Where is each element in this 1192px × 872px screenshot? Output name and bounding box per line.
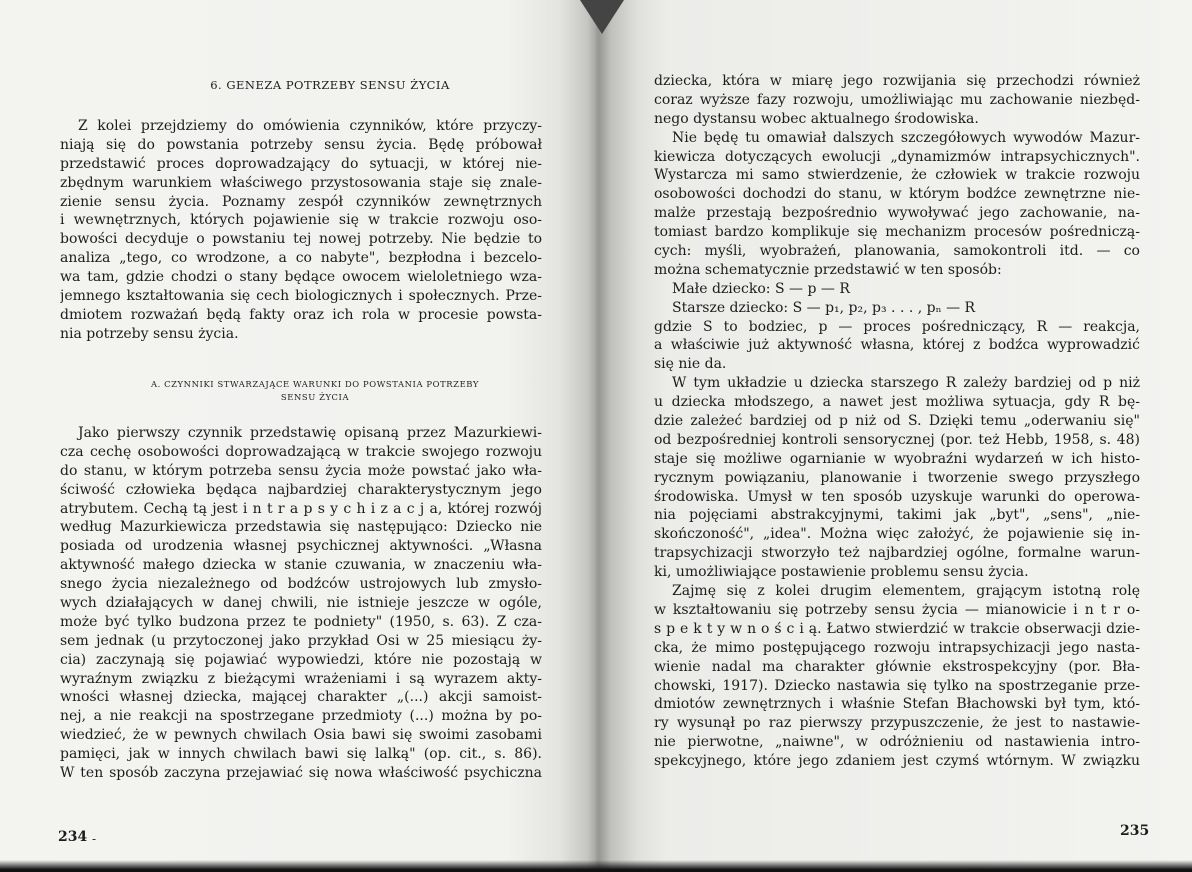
text-line: kiewicza dotyczących ewolucji „dynamizmów intrapsychicznych".: [654, 148, 1140, 165]
left-paragraph-1: [60, 117, 542, 344]
text-line: nej, a nie reakcji na spostrzegane przedmioty (...) można by po-: [60, 708, 542, 725]
text-line: Zajmę się z kolei drugim elementem, grającym istotną rolę: [672, 583, 1140, 600]
text-line: staje się możliwe ogarnianie w wyobraźni wydarzeń w ich histo-: [654, 450, 1140, 467]
text-line: cza cechę osobowości doprowadzającą w trakcie swojego rozwoju: [60, 443, 542, 460]
text-line: wych działających w danej chwili, nie istnieje jeszcze w ogóle,: [60, 595, 542, 612]
text-line: wności własnej dziecka, mającej charakter „(...) akcji samoist-: [60, 689, 542, 706]
book-gutter-shadow: [560, 0, 638, 872]
text-line: analiza „tego, co wrodzone, a co nabyte", bezpłodna i bezcelo-: [60, 250, 542, 267]
text-line: coraz wyższe fazy rozwoju, umożliwiając mu zachowanie niezbęd-: [654, 91, 1140, 108]
text-line: niają się do powstania potrzeby sensu życia. Będę próbował: [60, 136, 542, 153]
text-line: bowości decyduje o powstaniu tej nowej potrzeby. Nie będzie to: [60, 231, 542, 248]
text-line: s p e k t y w n o ś c i ą. Łatwo stwierdzić w trakcie obserwacji dzie-: [654, 620, 1140, 637]
text-line: przedstawić proces doprowadzający do sytuacji, w której nie-: [60, 155, 542, 172]
section-heading: 6. GENEZA POTRZEBY SENSU ŻYCIA: [210, 78, 450, 92]
text-line: wyraźnym związku z bieżącymi wrażeniami i są wyrazem akty-: [60, 670, 542, 687]
text-line: Nie będę tu omawiał dalszych szczegółowych wywodów Mazur-: [672, 129, 1140, 146]
text-line: Jako pierwszy czynnik przedstawię opisaną przez Mazurkiewi-: [78, 425, 542, 441]
text-line: tomiast bardzo komplikuje się mechanizm procesów pośredniczą-: [654, 224, 1140, 241]
text-line: wienie nadal ma charakter głównie ekstrospekcyjny (por. Bła-: [654, 658, 1140, 675]
text-line: wa tam, gdzie chodzi o stany będące owocem wieloletniego wza-: [60, 269, 542, 286]
text-line: W ten sposób zaczyna przejawiać się nowa właściwość psychiczna: [60, 765, 542, 782]
text-line: skończoność", „idea". Można więc założyć, że pojawienie się in-: [654, 526, 1140, 543]
subsection-heading: [80, 378, 550, 404]
text-line: aktywność małego dziecka w stanie czuwania, w znaczeniu wła-: [60, 557, 542, 574]
text-line: nia potrzeby sensu życia.: [60, 325, 239, 342]
text-line: wiedzieć, że w pewnych chwilach Osia bawi się swoimi zasobami: [60, 727, 542, 744]
text-line: malże przestają bezpośrednio wywoływać jego zachowanie, na-: [654, 205, 1140, 222]
text-line: środowiska. Umysł w ten sposób uzyskuje warunki do operowa-: [654, 488, 1140, 505]
left-paragraph-2: [60, 424, 542, 783]
text-line: Wystarcza mi samo stwierdzenie, że człowiek w trakcie rozwoju: [654, 167, 1140, 184]
text-line: w kształtowaniu się potrzeby sensu życia — mianowicie i n t r o-: [654, 601, 1140, 618]
text-line: ki, umożliwiające postawienie problemu sensu życia.: [654, 564, 1029, 581]
text-line: cych: myśli, wyobrażeń, planowania, samokontroli itd. — co: [654, 243, 1140, 260]
text-line: u dziecka młodszego, a nawet jest możliwa sytuacja, gdy R bę-: [654, 394, 1140, 411]
text-line: według Mazurkiewicza przedstawia się następująco: Dziecko nie: [60, 519, 542, 536]
text-line: ściwość człowieka będąca najbardziej charakterystycznym jego: [60, 481, 542, 498]
text-line: do stanu, w którym potrzeba sensu życia może powstać jako wła-: [60, 462, 542, 479]
text-line: od bezpośredniej kontroli sensorycznej (por. też Hebb, 1958, s. 48): [654, 431, 1140, 448]
text-line: gdzie S to bodziec, p — proces pośredniczący, R — reakcja,: [654, 318, 1140, 335]
text-line: nia pojęciami abstrakcyjnymi, takimi jak „byt", „sens", „nie-: [654, 507, 1140, 524]
page-number-left: 234: [58, 829, 88, 845]
text-line: atrybutem. Cechą tą jest i n t r a p s y c h i z a c j a, której rozwój: [60, 500, 542, 517]
text-line: się nie da.: [654, 356, 727, 373]
text-line: cia) zaczynają się pojawiać wypowiedzi, które nie pozostają w: [60, 651, 542, 668]
subsection-heading-line: A. CZYNNIKI STWARZAJĄCE WARUNKI DO POWSTANIA POTRZEBY: [150, 379, 480, 389]
formula-older-child: Starsze dziecko: S — p₁, p₂, p₃ . . . , pₙ — R: [672, 299, 976, 316]
text-line: chowski, 1917). Dziecko nastawia się tylko na spostrzeganie prze-: [654, 677, 1140, 694]
text-line: W tym układzie u dziecka starszego R zależy bardziej od p niż: [672, 375, 1140, 392]
text-line: może być tylko budzona przez te podniety" (1950, s. 63). Z cza-: [60, 613, 542, 630]
text-line: a właściwie już aktywność własna, której z bodźca wyprowadzić: [654, 337, 1140, 354]
right-page: [596, 0, 1192, 872]
text-line: nego dystansu wobec aktualnego środowiska.: [654, 110, 979, 127]
text-line: sem jednak (u przytoczonej jako przykład Osi w 25 miesiącu ży-: [60, 632, 542, 649]
text-line: pamięci, jak w innych chwilach bawi się lalką" (op. cit., s. 86).: [60, 746, 542, 763]
text-line: dmiotem rozważań będą fakty oraz ich rola w procesie powsta-: [60, 306, 542, 323]
text-line: spekcyjnego, które jego zdaniem jest czymś wtórnym. W związku: [654, 753, 1140, 770]
text-line: można schematycznie przedstawić w ten sposób:: [654, 261, 1002, 278]
text-line: dziecka, która w miarę jego rozwijania się przechodzi również: [654, 73, 1140, 89]
gutter-notch: [580, 0, 624, 34]
text-line: rycznym powiązaniu, planowanie i tworzenie swego przyszłego: [654, 469, 1140, 486]
text-line: dmiotów zewnętrznych i właśnie Stefan Błachowski był tym, któ-: [654, 696, 1140, 713]
text-line: posiada od urodzenia własnej psychicznej aktywności. „Własna: [60, 538, 542, 555]
text-line: trapsychizacji stworzyło też najbardziej ogólne, formalne warun-: [654, 545, 1140, 562]
footer-dash: -: [92, 832, 97, 846]
text-line: i wewnętrznych, których pojawienie się w trakcie rozwoju oso-: [60, 212, 542, 229]
text-line: cka, że mimo postępującego rozwoju intrapsychizacji jego nasta-: [654, 639, 1140, 656]
text-line: zbędnym warunkiem właściwego przystosowania staje się znale-: [60, 174, 542, 191]
text-line: nie pierwotne, „naiwne", w odróżnieniu od nastawienia intro-: [654, 734, 1140, 751]
text-line: zienie sensu życia. Poznamy zespół czynników zewnętrznych: [60, 193, 542, 210]
text-line: dzie zależeć bardziej od p niż od S. Dzięki temu „oderwaniu się": [654, 413, 1140, 430]
text-line: osobowości dochodzi do stanu, w którym bodźce zewnętrzne nie-: [654, 186, 1140, 203]
page-number-right: 235: [1120, 823, 1150, 839]
text-line: jemnego kształtowania się cech biologicznych i społecznych. Prze-: [60, 288, 542, 305]
scan-bottom-edge: [0, 860, 1192, 872]
right-paragraph-1: [654, 72, 1140, 771]
subsection-heading-line: SENSU ŻYCIA: [280, 392, 350, 402]
formula-small-child: Małe dziecko: S — p — R: [672, 280, 850, 297]
text-line: snego życia niezależnego od bodźców ustrojowych lub zmysło-: [60, 576, 542, 593]
text-line: ry wysunął po raz pierwszy przypuszczenie, że jest to nastawie-: [654, 715, 1140, 732]
text-line: Z kolei przejdziemy do omówienia czynników, które przyczy-: [78, 118, 542, 134]
